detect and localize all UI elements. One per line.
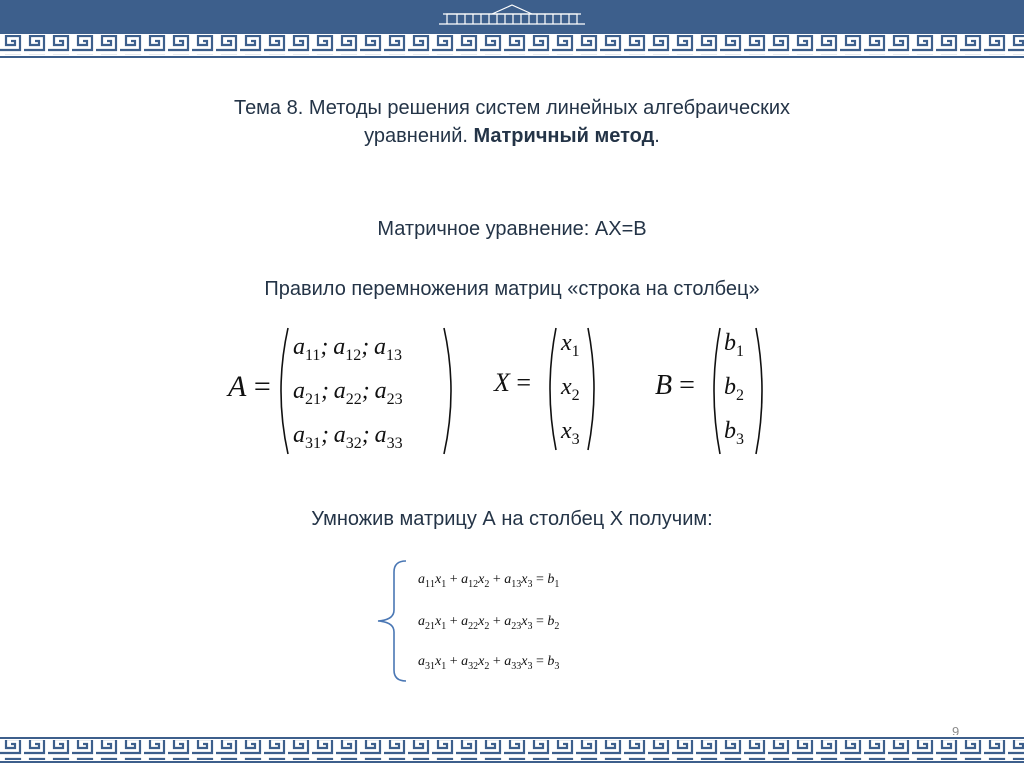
title-line-2-bold: Матричный метод (473, 125, 655, 147)
matrix-x-row-1: $x_1$ (561, 330, 580, 360)
multiply-text: Умножив матрицу А на столбец Х получим: (311, 508, 713, 530)
matrix-x-row-3: $x_3$ (561, 418, 580, 448)
matrix-x-label: X = (494, 368, 532, 397)
matrix-x-row-2: $x_2$ (561, 374, 580, 404)
matrix-a-row-3: $a_{31}$; $a_{32}$; $a_{33}$ (293, 422, 403, 452)
rule-text: Правило перемножения матриц «строка на столбец» (264, 278, 760, 300)
matrix-a-row-2: $a_{21}$; $a_{22}$; $a_{23}$ (293, 378, 403, 408)
matrix-b-label: B = (655, 370, 695, 401)
matrix-equation-text: Матричное уравнение: АХ=В (377, 218, 647, 240)
matrix-b-row-2: $b_2$ (724, 374, 744, 404)
matrix-b-row-1: $b_1$ (724, 330, 744, 360)
title-line-2-end: . (654, 125, 660, 147)
greek-key-border-top (0, 32, 1024, 58)
page-number: 9 (952, 724, 960, 739)
system-brace-icon (372, 558, 412, 684)
matrix-a-row-1: $a_{11}$; $a_{12}$; $a_{13}$ (293, 334, 402, 364)
system-row-2: $a_{21}x_1 + a_{22}x_2 + a_{23}x_3 = b_2$ (418, 614, 560, 632)
matrix-a-label: A = (228, 370, 271, 403)
greek-key-border-bottom (0, 735, 1024, 767)
building-logo-icon (437, 2, 587, 26)
title-line-2-regular: уравнений. (364, 125, 474, 147)
system-row-1: $a_{11}x_1 + a_{12}x_2 + a_{13}x_3 = b_1$ (418, 572, 560, 590)
header-band (0, 0, 1024, 32)
matrix-b-row-3: $b_3$ (724, 418, 744, 448)
system-row-3: $a_{31}x_1 + a_{32}x_2 + a_{33}x_3 = b_3$ (418, 654, 560, 672)
title-line-2 (120, 122, 904, 150)
title-line-1: Тема 8. Методы решения систем линейных алгебраических (233, 97, 791, 119)
slide-title (120, 94, 904, 150)
